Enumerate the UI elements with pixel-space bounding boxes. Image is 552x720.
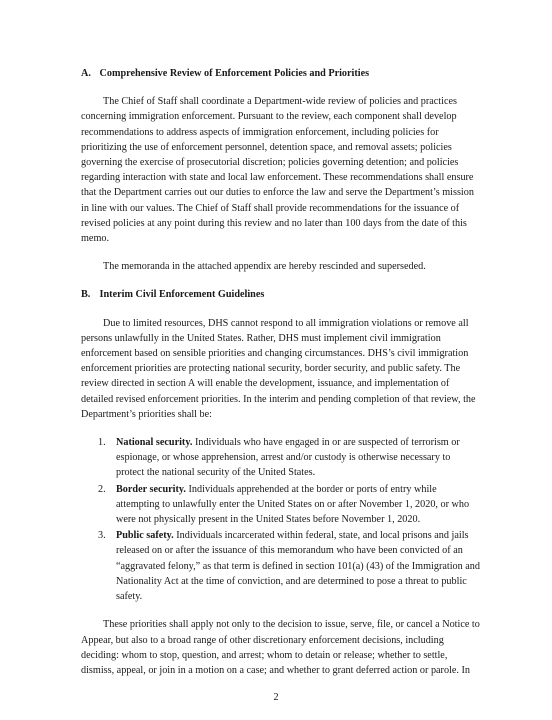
- priority-number: 1.: [98, 437, 106, 449]
- section-a-title: Comprehensive Review of Enforcement Policies and Priorities: [99, 68, 370, 79]
- priority-item-border-security: [81, 482, 481, 528]
- priority-number: 3.: [98, 530, 106, 542]
- page-number: 2: [273, 692, 279, 703]
- section-a-paragraph-1: The Chief of Staff shall coordinate a Department-wide review of policies and practices concerning immigration enforcement. Pursuant to the review, each component shall develop recommendations to address aspects of immigration enforcement, including policies for prioritizing the use of enforcement personnel, detention space, and removal assets; policies governing the exercise of prosecutorial discretion; policies governing detention; and policies regarding interaction with state and local law enforcement. These recommendations shall ensure that the Department carries out our duties to enforce the law and serve the Department’s mission in line with our values. The Chief of Staff shall provide recommendations for the issuance of revised policies at any point during this review and no later than 100 days from the date of this memo.: [81, 96, 474, 245]
- document-body: [81, 66, 481, 691]
- priority-text: Individuals who have engaged in or are suspected of terrorism or espionage, or whose apprehension, arrest and/or custody is otherwise necessary to protect the national security of the United States.: [116, 437, 460, 479]
- section-b-paragraph-1: Due to limited resources, DHS cannot respond to all immigration violations or remove all persons unlawfully in the United States. Rather, DHS must implement civil immigration enforcement based on sensible priorities and changing circumstances. DHS’s civil immigration enforcement priorities are protecting national security, border security, and public safety. The review directed in section A will enable the development, issuance, and implementation of detailed revised enforcement priorities. In the interim and pending completion of that review, the Department’s priorities shall be:: [81, 317, 476, 420]
- section-a-heading: [81, 66, 481, 81]
- priority-item-public-safety: [81, 528, 481, 604]
- priorities-list: [81, 435, 481, 604]
- priority-text: Individuals incarcerated within federal, state, and local prisons and jails released on or after the issuance of this memorandum who have been convicted of an “aggravated felony,” as that term is defined in section 101(a) (43) of the Immigration and Nationality Act at the time of conviction, and are determined to pose a threat to public safety.: [116, 530, 480, 603]
- section-b-title: Interim Civil Enforcement Guidelines: [99, 289, 265, 301]
- priority-title: Border security.: [116, 483, 186, 495]
- priority-item-national-security: [81, 435, 481, 481]
- section-b-heading: [81, 287, 481, 302]
- section-b-paragraph-2: These priorities shall apply not only to the decision to issue, serve, file, or cancel a Notice to Appear, but also to a broad range of other discretionary enforcement decisions, including deciding: whom to stop, question, and arrest; whom to detain or release; whether to settle, dismiss, appeal, or join in a motion on a case; and whether to grant deferred action or parole. In: [81, 619, 480, 676]
- priority-text: Individuals apprehended at the border or ports of entry while attempting to unlawfully enter the United States on or after November 1, 2020, or who were not physically present in the United States before November 1, 2020.: [116, 483, 470, 526]
- section-b-letter: B.: [81, 289, 91, 301]
- section-a-letter: A.: [81, 68, 91, 79]
- section-a-paragraph-2: The memoranda in the attached appendix are hereby rescinded and superseded.: [103, 261, 426, 273]
- priority-title: National security.: [116, 437, 193, 449]
- priority-number: 2.: [98, 483, 106, 495]
- priority-title: Public safety.: [116, 530, 174, 542]
